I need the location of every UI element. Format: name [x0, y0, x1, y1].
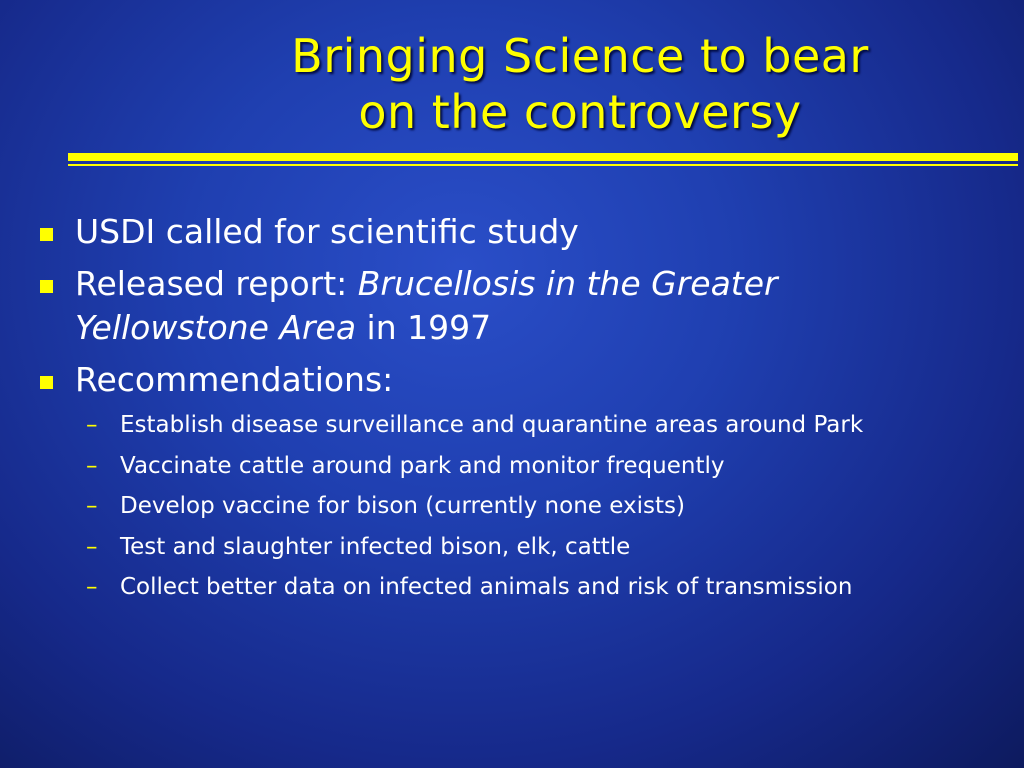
- slide-body: [0, 210, 1024, 613]
- sub-bullet-item: [0, 410, 1024, 440]
- bullet-text-suffix: in 1997: [356, 308, 492, 347]
- dash-bullet-icon: –: [86, 533, 98, 560]
- bullet-item: [0, 358, 1024, 402]
- sub-bullet-text: Vaccinate cattle around park and monitor frequently: [120, 452, 725, 479]
- sub-bullet-item: [0, 532, 1024, 562]
- bullet-text: USDI called for scientific study: [75, 212, 579, 251]
- sub-bullet-text: Develop vaccine for bison (currently none exists): [120, 493, 685, 519]
- dash-bullet-icon: –: [86, 452, 98, 479]
- sub-bullet-text: Establish disease surveillance and quarantine areas around Park: [120, 412, 864, 438]
- dash-bullet-icon: –: [86, 412, 98, 438]
- square-bullet-icon: [40, 280, 53, 293]
- dash-bullet-icon: –: [86, 493, 98, 519]
- bullet-item: [0, 210, 1024, 254]
- square-bullet-icon: [40, 376, 53, 389]
- recommendations-list: [0, 410, 1024, 602]
- sub-bullet-text: Collect better data on infected animals and risk of transmission: [120, 574, 853, 600]
- title-underline-thin: [68, 164, 1018, 166]
- sub-bullet-item: [0, 451, 1024, 481]
- bullet-item: [0, 262, 1024, 350]
- slide-title-line-1: Bringing Science to bear: [291, 29, 869, 83]
- sub-bullet-item: [0, 572, 1024, 602]
- slide-title-line-2: on the controversy: [358, 85, 802, 139]
- bullet-text-prefix: Released report:: [75, 264, 358, 303]
- bullet-text: Recommendations:: [75, 360, 394, 399]
- dash-bullet-icon: –: [86, 574, 98, 600]
- report-title-part-1: Brucellosis in the Greater: [357, 264, 778, 303]
- square-bullet-icon: [40, 228, 53, 241]
- title-underline-thick: [68, 153, 1018, 161]
- slide-title: [160, 28, 1000, 140]
- report-title-part-2: Yellowstone Area: [75, 308, 357, 347]
- sub-bullet-item: [0, 491, 1024, 521]
- sub-bullet-text: Test and slaughter infected bison, elk, cattle: [120, 533, 631, 560]
